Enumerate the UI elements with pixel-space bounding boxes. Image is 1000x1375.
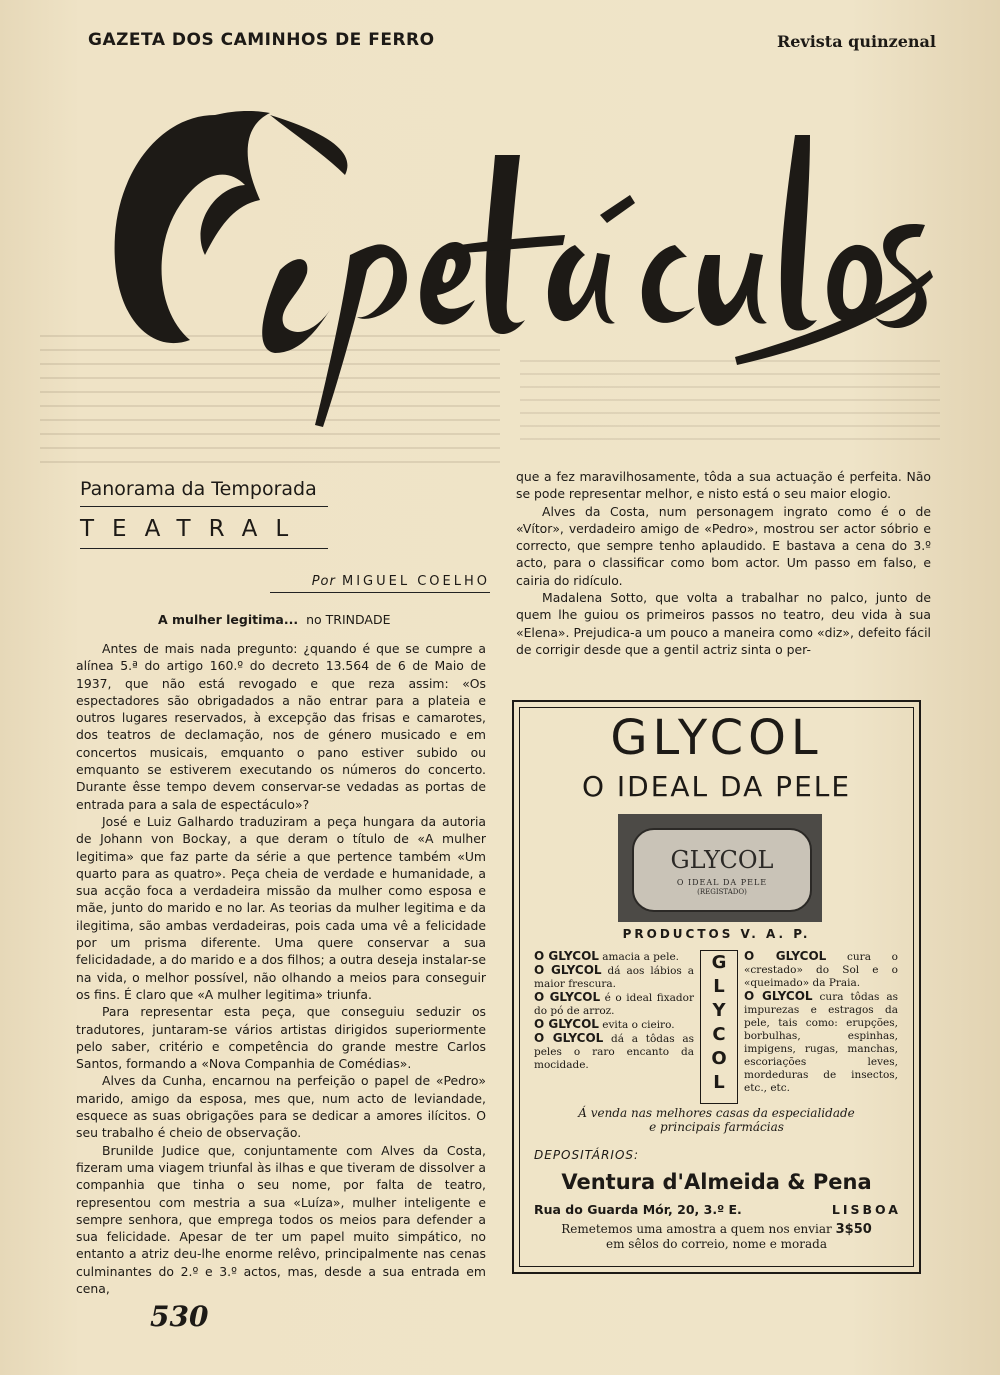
ad-company: Ventura d'Almeida & Pena xyxy=(561,1170,872,1194)
play-venue: no TRINDADE xyxy=(306,612,391,627)
paragraph: Antes de mais nada pregunto: ¿quando é que se cumpre a alínea 5.ª do artigo 160.º do decreto 13.564 de 6 de Maio de 1937, que não está revogado e que reza assim: «Os espectadores são obrigadados a não entrar para a plateia e outros lugares reservados, à excepção das frisas e camarotes, dos teatros de declamação, nos de género musicado e em concertos musicais, emquanto o pano estiver subido ou emquanto se estiverem executando os números do concerto. Durante êsse tempo devem conservar-se vedadas as portas de entrada para a sala de espectáculo»? xyxy=(76,641,486,812)
ad-offer: Remetemos uma amostra a quem nos enviar 3$50 em sêlos do correio, nome e morada xyxy=(561,1222,872,1251)
article-column-2 xyxy=(516,468,931,658)
ad-products-line: PRODUCTOS V. A. P. xyxy=(622,927,811,941)
feature-item: O GLYCOL amacia a pele. xyxy=(534,949,680,963)
feature-item: O GLYCOL cura tôdas as impurezas e estragos da pele, tais como: erupções, borbulhas, espinhas, impigens, rugas, manchas, escoriações leves, mordeduras de insectos, etc., etc. xyxy=(744,989,898,1094)
label-registered: (REGISTADO) xyxy=(697,888,747,896)
ad-tagline: O IDEAL DA PELE xyxy=(581,770,852,803)
ad-features-right xyxy=(744,950,898,1095)
feature-item: O GLYCOL evita o cieiro. xyxy=(534,1017,675,1031)
vertical-letter: C xyxy=(712,1024,726,1045)
label-tagline: O IDEAL DA PELE xyxy=(676,878,768,887)
paragraph: Brunilde Judice que, conjuntamente com Alves da Costa, fizeram uma viagem triunfal às ilhas e que tiveram de dissolver a companhia que tinha o seu nome, por falta de teatro, representou com mestria a sua «Luíza», mulher inteligente e sempre senhora, que emprega todos os meios para defender a sua felicidade. Apesar de ter um papel muito simpático, no entanto a atriz deu-lhe enorme relêvo, principalmente nas cenas culminantes do 2.º e 3.º actos, mas, desde a sua entrada em cena, xyxy=(76,1142,486,1296)
glycol-advertisement xyxy=(512,700,921,1274)
feature-item: O GLYCOL dá a tôdas as peles o raro encanto da mocidade. xyxy=(534,1031,695,1071)
author-name: MIGUEL COELHO xyxy=(341,574,490,589)
paragraph: Para representar esta peça, que conseguiu seduzir os tradutores, juntaram-se vários artistas dirigidos superiormente pelo saber, critério e competência do grande mestre Carlos Santos, formando a «Nova Companhia de Comédias». xyxy=(76,1004,486,1072)
ad-city: LISBOA xyxy=(831,1202,901,1217)
product-label-image xyxy=(618,814,822,922)
product-label-card xyxy=(632,828,812,912)
vertical-letter: L xyxy=(713,976,725,997)
vertical-letter: G xyxy=(711,952,727,973)
section-title-script xyxy=(95,95,940,440)
publication-frequency: Revista quinzenal xyxy=(776,32,936,51)
vertical-letter: Y xyxy=(712,1000,726,1021)
publication-name: GAZETA DOS CAMINHOS DE FERRO xyxy=(88,30,435,50)
ad-features-left xyxy=(534,950,694,1072)
article-column-1 xyxy=(76,640,486,1297)
vertical-letter: L xyxy=(713,1072,725,1093)
vertical-letter: O xyxy=(711,1048,727,1069)
article-subtitle: TEATRAL xyxy=(80,516,328,549)
ad-address: Rua do Guarda Mór, 20, 3.º E. xyxy=(534,1202,742,1217)
article-title: Panorama da Temporada xyxy=(80,478,328,507)
feature-item: O GLYCOL é o ideal fixador do pó de arroz. xyxy=(534,990,694,1017)
play-title: A mulher legitima... xyxy=(158,612,299,627)
paragraph: Alves da Costa, num personagem ingrato como é o de «Vítor», verdadeiro amigo de «Pedro», mostrou ser actor sóbrio e correcto, que sempre tenho aplaudido. E bastava a cena do 3.º acto, para o classificar como bom actor. Um passo em falso, e cairia do ridículo. xyxy=(516,503,931,588)
page-number: 530 xyxy=(150,1300,209,1333)
feature-item: O GLYCOL cura o «crestado» do Sol e o «queimado» da Praia. xyxy=(744,949,898,989)
byline xyxy=(270,574,490,593)
paragraph: José e Luiz Galhardo traduziram a peça hungara da autoria de Johann von Bockay, a que deram o título de «A mulher legitima» que faz parte da série a que pertence também «Um quarto para as quatro». Peça cheia de verdade e humanidade, a sua acção foca a verdadeira missão da mulher como esposa e mãe, junto do marido e no lar. As teorias da mulher legitima e da ilegitima, são ambas verdadeiras, pois cada uma vê a felicidade por um prisma diferente. Uma quere conservar a sua felicidadade, a do marido e a dos filhos; a outra deseja instalar-se na vida, o melhor possível, não olhando a meios para conseguir os fins. É claro que «A mulher legitima» triunfa. xyxy=(76,813,486,1002)
label-brand: GLYCOL xyxy=(670,846,774,874)
ad-brand: GLYCOL xyxy=(610,710,823,766)
feature-item: O GLYCOL dá aos lábios a maior frescura. xyxy=(534,963,695,990)
byline-prefix: Por xyxy=(311,574,336,589)
ad-sale-info: Á venda nas melhores casas da especialidade e principais farmácias xyxy=(578,1106,855,1134)
paragraph: que a fez maravilhosamente, tôda a sua actuação é perfeita. Não se pode representar melhor, e nisto está o seu maior elogio. xyxy=(516,469,931,502)
paragraph: Alves da Cunha, encarnou na perfeição o papel de «Pedro» marido, amigo da esposa, mes que, num acto de leviandade, esquece as suas obrigações para se dedicar a amores ilícitos. O seu trabalho é cheio de observação. xyxy=(76,1073,486,1141)
paragraph: Madalena Sotto, que volta a trabalhar no palco, junto de quem lhe guiou os primeiros passos no teatro, deu vida à sua «Elena». Prejudica-a um pouco a maneira como «diz», defeito fácil de corrigir desde que a gentil actriz sinta o per- xyxy=(516,590,931,657)
ad-vertical-brand xyxy=(700,950,738,1104)
play-heading xyxy=(158,612,390,627)
ad-depositaries-label: DEPOSITÁRIOS: xyxy=(534,1148,640,1162)
